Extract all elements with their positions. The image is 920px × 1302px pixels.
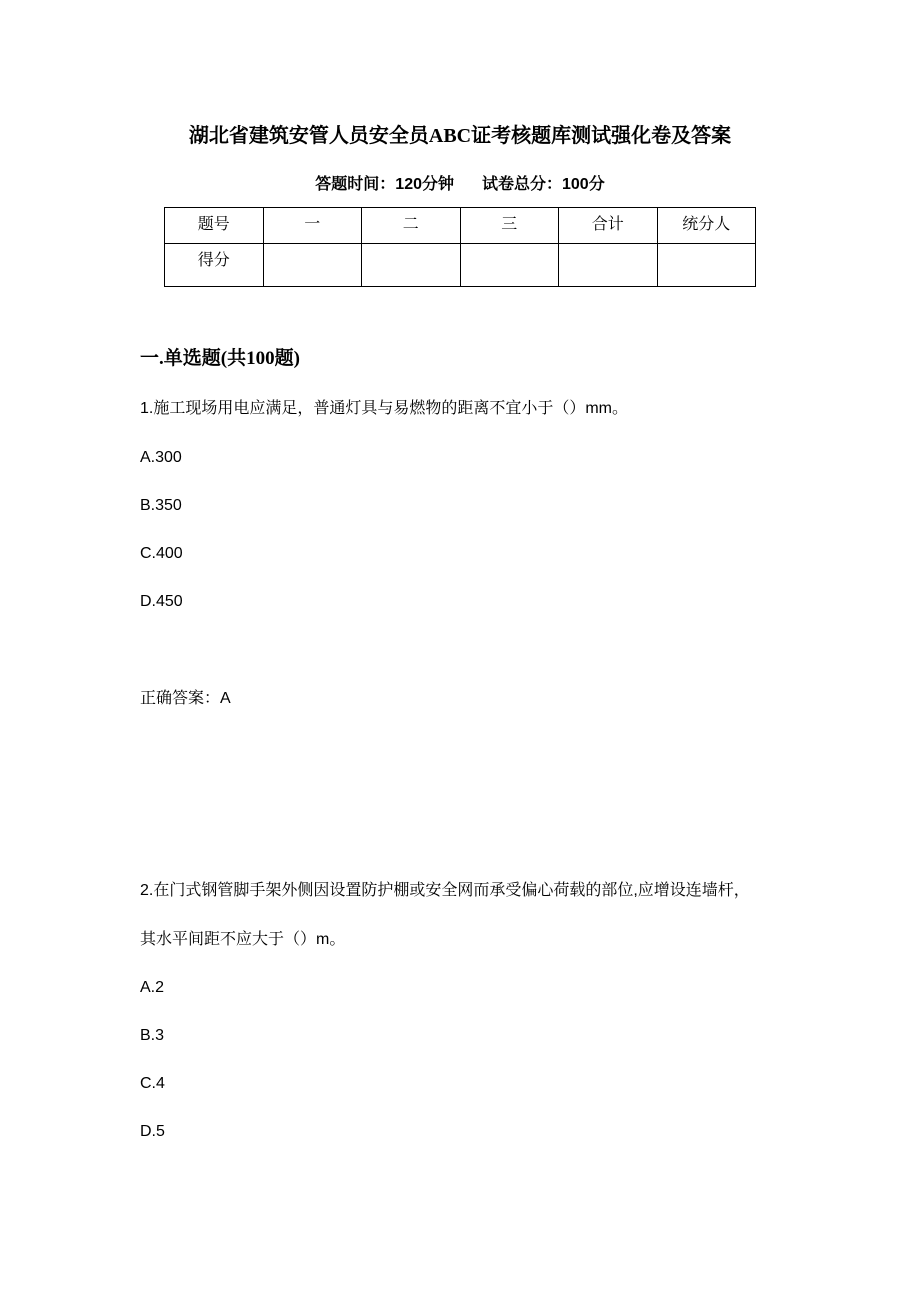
question-1-stem: 1.施工现场用电应满足，普通灯具与易燃物的距离不宜小于（）mm。 [140, 400, 629, 417]
score-header-cell: 合计 [559, 208, 658, 244]
question-2-option-d: D.5 [140, 1123, 165, 1140]
question-1-option-b: B.350 [140, 497, 182, 514]
document-title: 湖北省建筑安管人员安全员ABC证考核题库测试强化卷及答案 [188, 125, 732, 147]
question-2-stem-line-1: 2.在门式钢管脚手架外侧因设置防护棚或安全网而承受偏心荷载的部位,应增设连墙杆， [140, 882, 750, 899]
score-blank-cell [460, 244, 559, 287]
score-blank-cell [657, 244, 756, 287]
question-2-stem-line-2: 其水平间距不应大于（）m。 [140, 931, 346, 948]
exam-info [0, 173, 920, 197]
score-header-cell: 三 [460, 208, 559, 244]
question-1-option-c: C.400 [140, 545, 183, 562]
score-header-cell: 二 [362, 208, 461, 244]
score-table [164, 207, 756, 287]
score-table-score-row [165, 244, 756, 287]
exam-total-score: 试卷总分：100分 [482, 176, 605, 193]
question-1-answer: 正确答案：A [140, 690, 231, 707]
score-header-cell: 统分人 [657, 208, 756, 244]
score-table-header-row [165, 208, 756, 244]
question-2-option-c: C.4 [140, 1075, 165, 1092]
question-2-option-a: A.2 [140, 979, 165, 996]
score-header-cell: 一 [263, 208, 362, 244]
score-blank-cell [263, 244, 362, 287]
question-1-option-a: A.300 [140, 449, 182, 466]
question-2-option-b: B.3 [140, 1027, 165, 1044]
score-blank-cell [362, 244, 461, 287]
score-header-cell: 题号 [165, 208, 264, 244]
score-row-label: 得分 [165, 244, 264, 287]
exam-time: 答题时间：120分钟 [315, 176, 454, 193]
score-blank-cell [559, 244, 658, 287]
question-1-option-d: D.450 [140, 593, 183, 610]
section-title: 一.单选题(共100题) [140, 348, 300, 369]
